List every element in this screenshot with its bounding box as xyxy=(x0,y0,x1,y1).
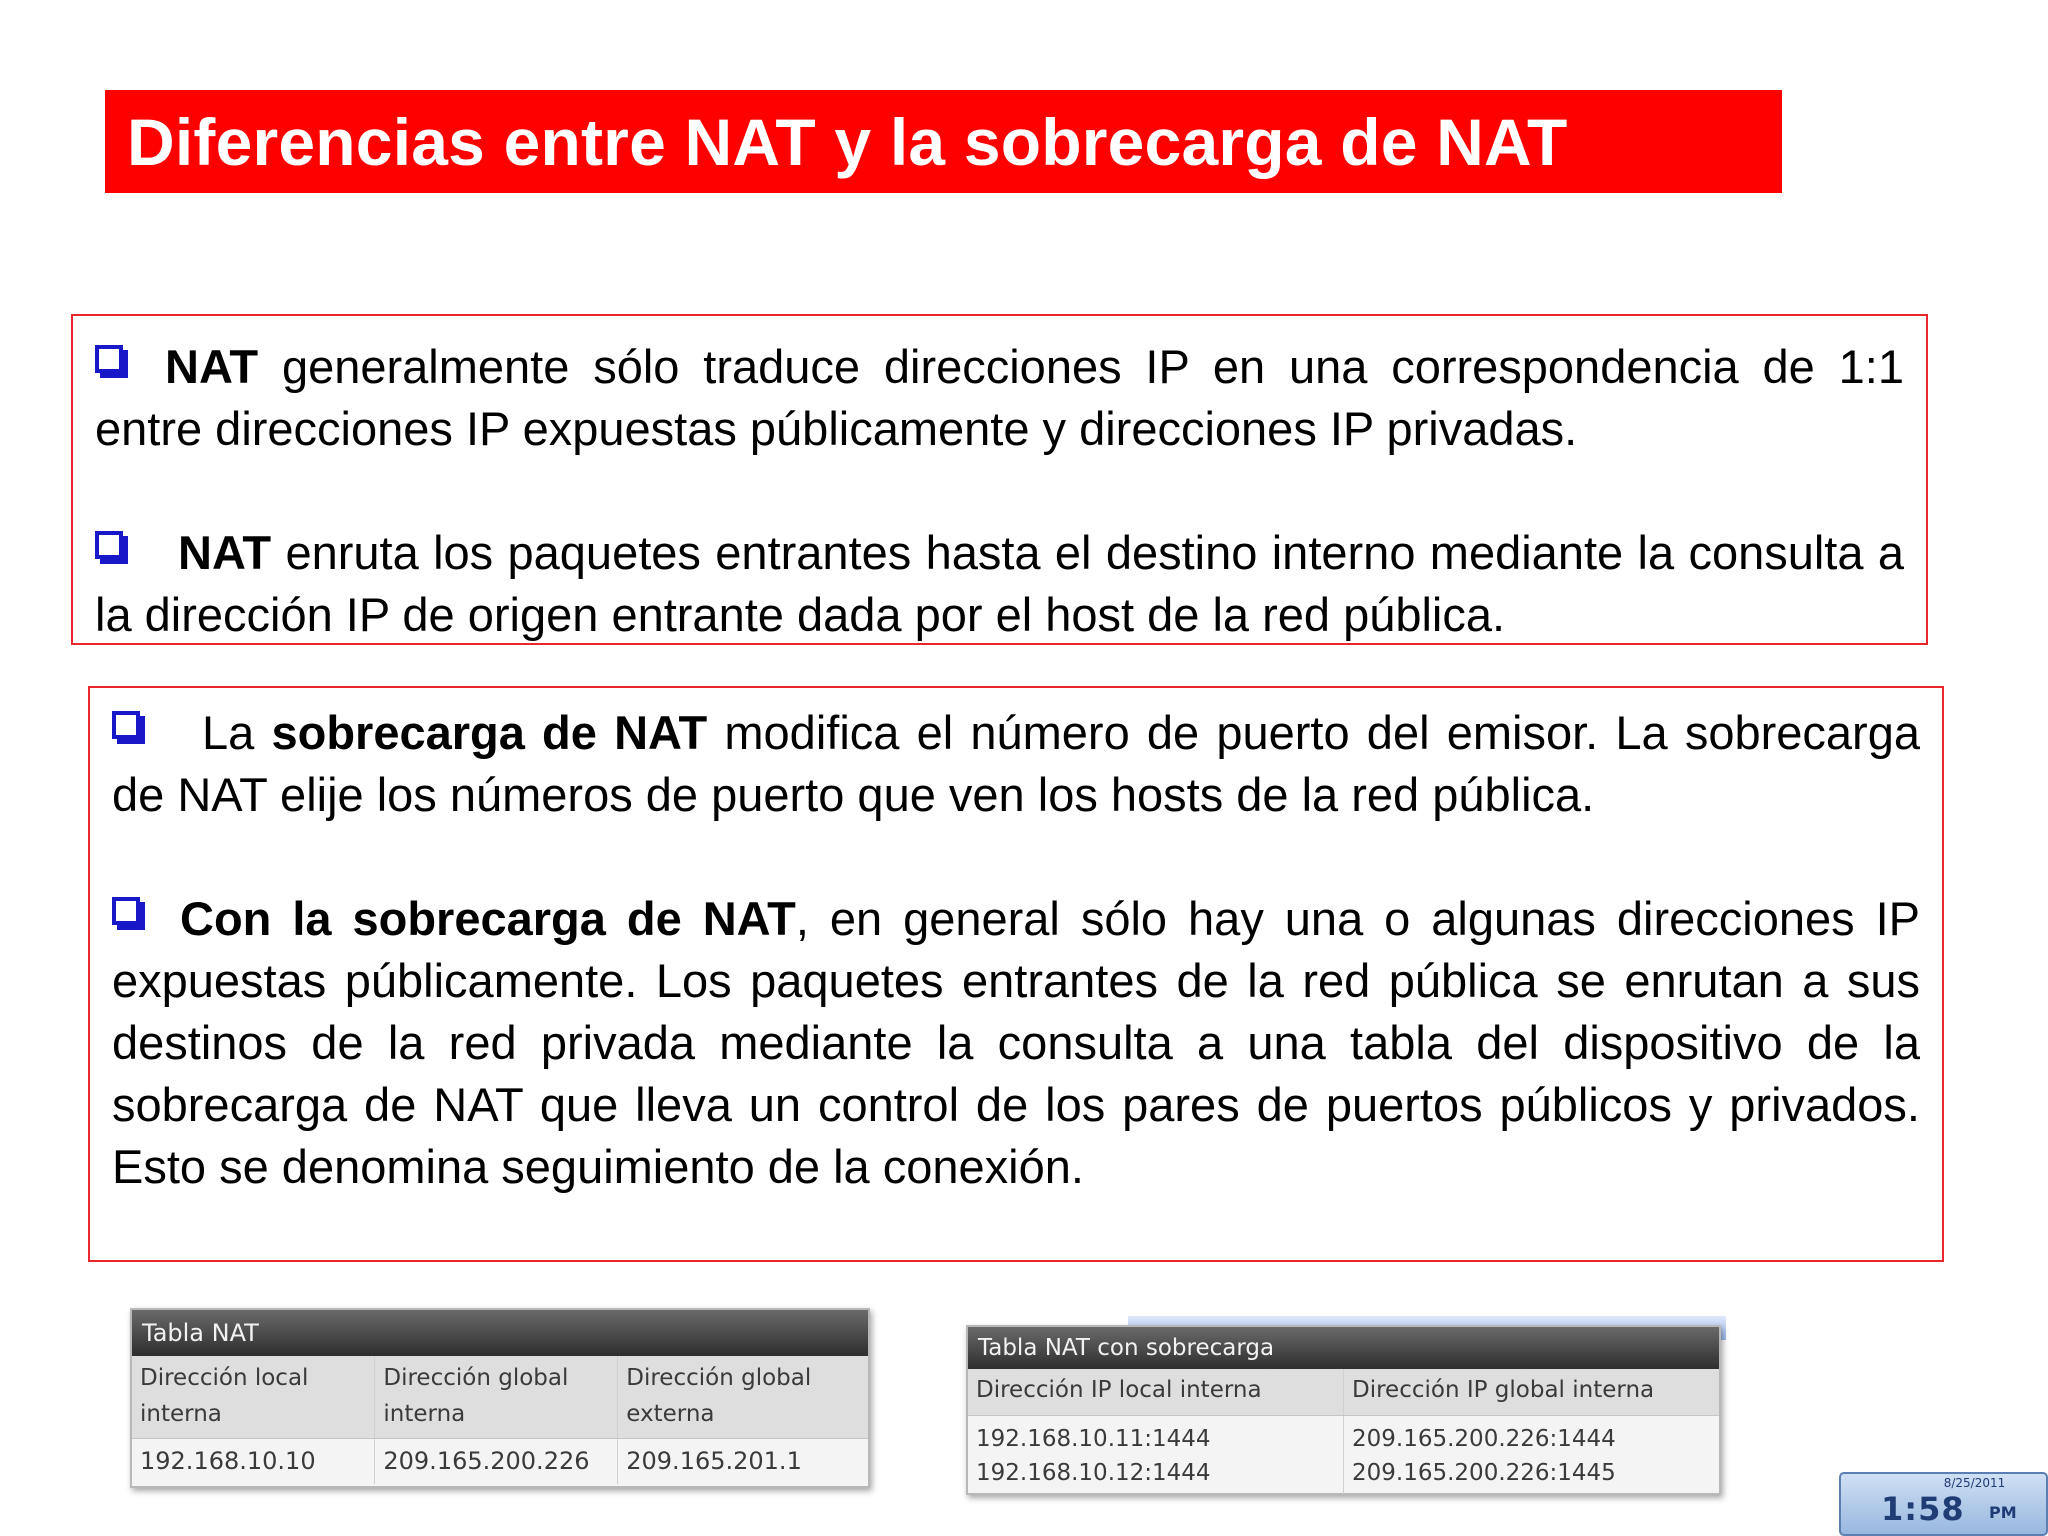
pat-term: sobrecarga de NAT xyxy=(271,706,708,759)
pat-paragraph-2-text: , en general sólo hay una o algunas direcciones IP expuestas públicamente. Los paquetes entrantes de la red pública se enrutan a sus destinos de la red privada mediante la consulta a una tabla del dispositivo de la sobrecarga de NAT que lleva un control de los pares de puertos públicos y privados. Esto se denomina seguimiento de la conexión. xyxy=(112,892,1921,1193)
checkbox-bullet-icon xyxy=(112,897,140,925)
nat-table-cell: 209.165.200.226 xyxy=(375,1438,618,1484)
slide-title: Diferencias entre NAT y la sobrecarga de NAT xyxy=(127,104,1568,179)
nat-table-title: Tabla NAT xyxy=(132,1310,868,1356)
nat-term: NAT xyxy=(178,526,272,579)
table-row xyxy=(968,1415,1719,1494)
checkbox-bullet-icon xyxy=(95,531,123,559)
nat-table-header: Dirección global interna xyxy=(375,1356,618,1438)
nat-paragraph-1-text: generalmente sólo traduce direcciones IP en una correspondencia de 1:1 entre direcciones IP expuestas públicamente y direcciones IP privadas. xyxy=(95,340,1904,455)
pat-table-value: 209.165.200.226:1445 xyxy=(1352,1459,1616,1486)
pat-table-cell xyxy=(1344,1415,1720,1494)
checkbox-bullet-icon xyxy=(95,345,123,373)
clock-date: 8/25/2011 xyxy=(1943,1476,2006,1490)
nat-table xyxy=(130,1308,870,1488)
pat-table-title: Tabla NAT con sobrecarga xyxy=(968,1327,1719,1369)
pat-paragraph-1 xyxy=(112,702,1920,826)
pat-table xyxy=(966,1325,1721,1495)
pat-table-header: Dirección IP local interna xyxy=(968,1369,1344,1415)
pat-table-value: 209.165.200.226:1444 xyxy=(1352,1425,1616,1452)
nat-table-cell: 209.165.201.1 xyxy=(626,1446,802,1475)
pat-description-box xyxy=(88,686,1944,1262)
clock-ampm: PM xyxy=(1989,1503,2017,1522)
nat-term: NAT xyxy=(165,340,259,393)
pat-table-value: 192.168.10.12:1444 xyxy=(976,1459,1211,1486)
pat-paragraph-1-pre: La xyxy=(202,706,272,759)
nat-paragraph-2 xyxy=(95,522,1904,646)
pat-paragraph-2 xyxy=(112,888,1920,1198)
nat-table-header: Dirección local interna xyxy=(132,1356,375,1438)
pat-term: Con la sobrecarga de NAT xyxy=(180,892,796,945)
clock-time: 1:58 xyxy=(1881,1490,1965,1528)
nat-table-cell: 192.168.10.10 xyxy=(132,1438,375,1484)
nat-description-box xyxy=(71,314,1928,645)
pat-table-cell xyxy=(968,1415,1344,1494)
checkbox-bullet-icon xyxy=(112,711,140,739)
slide-title-bar xyxy=(105,90,1782,193)
taskbar-clock[interactable] xyxy=(1839,1472,2048,1536)
pat-table-header: Dirección IP global interna xyxy=(1344,1369,1720,1415)
nat-paragraph-1 xyxy=(95,336,1904,460)
pat-table-value: 192.168.10.11:1444 xyxy=(976,1425,1211,1452)
pat-paragraph-1-text: modifica el número de puerto del emisor. La sobrecarga de NAT elije los números de puerto que ven los hosts de la red pública. xyxy=(112,706,1920,821)
nat-paragraph-2-text: enruta los paquetes entrantes hasta el destino interno mediante la consulta a la dirección IP de origen entrante dada por el host de la red pública. xyxy=(95,526,1904,641)
nat-table-header: Dirección global externa xyxy=(618,1356,868,1438)
table-row xyxy=(132,1438,868,1484)
